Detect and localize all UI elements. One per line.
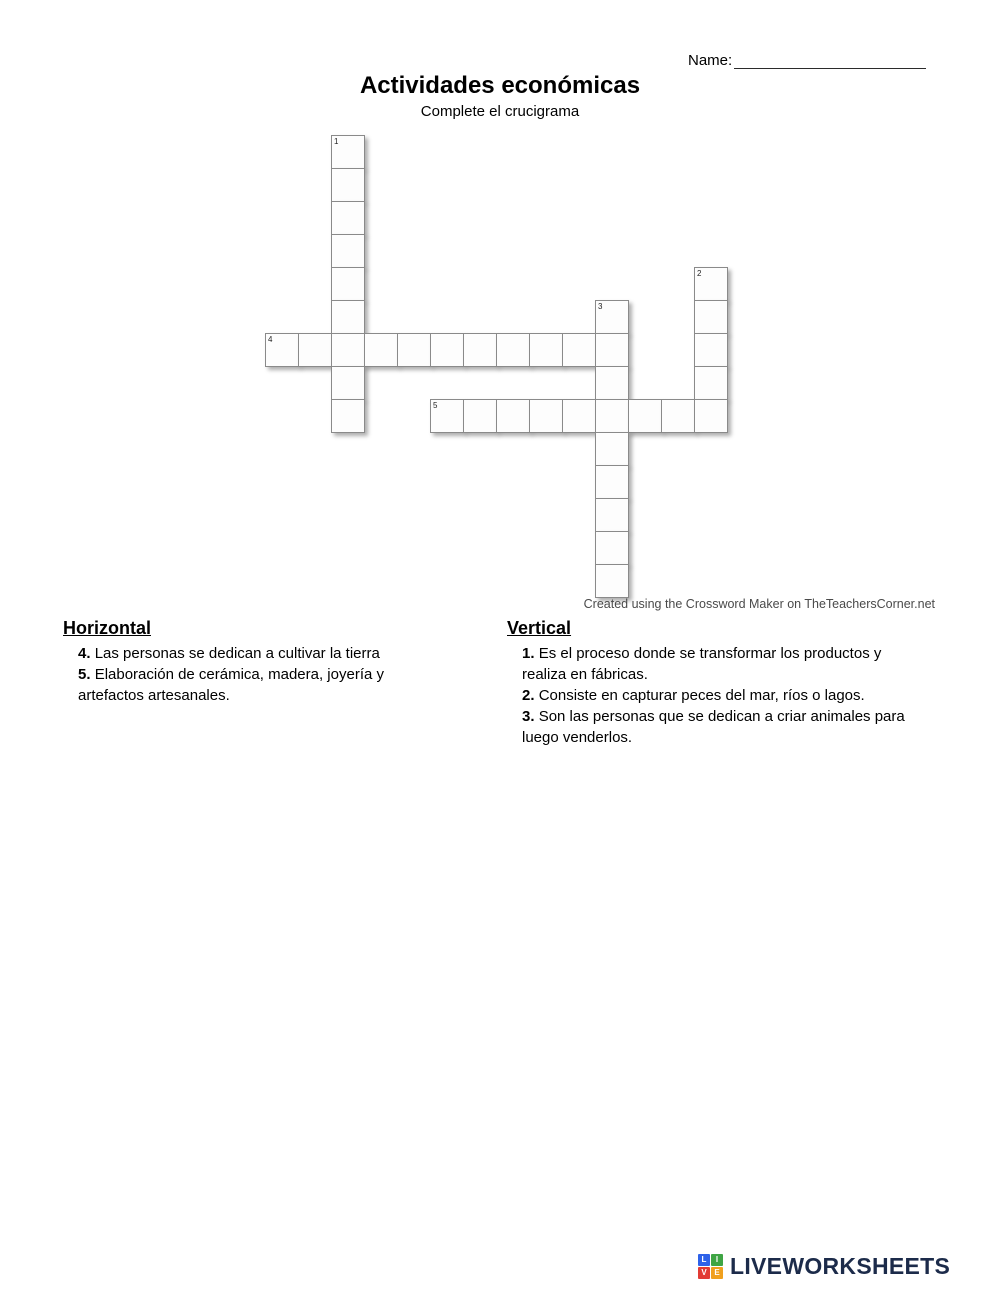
crossword-cell[interactable] xyxy=(661,399,695,433)
crossword-cell[interactable] xyxy=(430,399,464,433)
crossword-cell[interactable] xyxy=(595,366,629,400)
clue-text: Consiste en capturar peces del mar, ríos o lagos. xyxy=(538,687,865,704)
crossword-cell[interactable] xyxy=(331,366,365,400)
crossword-cell[interactable] xyxy=(397,333,431,367)
crossword-cell[interactable] xyxy=(463,399,497,433)
clue-text: Es el proceso donde se transformar los productos y realiza en fábricas. xyxy=(522,645,882,683)
liveworksheets-logo-text: LIVEWORKSHEETS xyxy=(730,1253,951,1279)
crossword-cell[interactable] xyxy=(364,333,398,367)
crossword-cell[interactable] xyxy=(463,333,497,367)
attribution-text: Created using the Crossword Maker on TheTeachersCorner.net xyxy=(583,597,935,611)
crossword-cell[interactable] xyxy=(331,168,365,202)
crossword-cell[interactable] xyxy=(529,399,563,433)
clue-vertical-3 xyxy=(522,706,907,748)
crossword-cell[interactable] xyxy=(331,201,365,235)
crossword-grid xyxy=(265,135,728,598)
crossword-cell[interactable] xyxy=(595,531,629,565)
crossword-cell[interactable] xyxy=(694,366,728,400)
crossword-number: 2 xyxy=(697,269,702,278)
crossword-cell[interactable] xyxy=(595,432,629,466)
vertical-heading: Vertical xyxy=(507,618,572,638)
crossword-cell[interactable] xyxy=(265,333,299,367)
logo-tile-i: I xyxy=(711,1254,723,1266)
crossword-cell[interactable] xyxy=(430,333,464,367)
crossword-cell[interactable] xyxy=(331,333,365,367)
crossword-number: 1 xyxy=(334,137,339,146)
logo-tile-v: V xyxy=(698,1267,710,1279)
crossword-cell[interactable] xyxy=(331,267,365,301)
clue-text: Elaboración de cerámica, madera, joyería y artefactos artesanales. xyxy=(78,666,384,704)
clue-horizontal-5 xyxy=(78,664,438,706)
crossword-cell[interactable] xyxy=(595,465,629,499)
crossword-cell[interactable] xyxy=(595,333,629,367)
crossword-cell[interactable] xyxy=(595,399,629,433)
clue-vertical-1 xyxy=(522,643,907,685)
logo-tile-l: L xyxy=(698,1254,710,1266)
crossword-cell[interactable] xyxy=(595,498,629,532)
crossword-number: 3 xyxy=(598,302,603,311)
clue-horizontal-4 xyxy=(78,643,438,664)
crossword-cell[interactable] xyxy=(298,333,332,367)
crossword-number: 4 xyxy=(268,335,273,344)
horizontal-clues xyxy=(63,618,438,706)
clue-vertical-2 xyxy=(522,685,907,706)
clue-number: 1. xyxy=(522,645,535,662)
crossword-cell[interactable] xyxy=(595,564,629,598)
clue-number: 3. xyxy=(522,708,535,725)
crossword-cell[interactable] xyxy=(694,333,728,367)
page-title: Actividades económicas xyxy=(359,72,641,99)
clue-number: 4. xyxy=(78,645,91,662)
liveworksheets-logo[interactable] xyxy=(698,1253,950,1280)
clue-text: Las personas se dedican a cultivar la tierra xyxy=(94,645,380,662)
crossword-number: 5 xyxy=(433,401,438,410)
liveworksheets-logo-icon xyxy=(698,1254,723,1279)
horizontal-heading: Horizontal xyxy=(63,618,151,638)
crossword-cell[interactable] xyxy=(529,333,563,367)
crossword-cell[interactable] xyxy=(331,135,365,169)
crossword-cell[interactable] xyxy=(694,300,728,334)
clue-number: 2. xyxy=(522,687,535,704)
crossword-cell[interactable] xyxy=(562,333,596,367)
crossword-cell[interactable] xyxy=(331,234,365,268)
crossword-cell[interactable] xyxy=(694,267,728,301)
name-underline[interactable] xyxy=(734,52,926,69)
vertical-clues xyxy=(507,618,907,748)
crossword-cell[interactable] xyxy=(694,399,728,433)
crossword-cell[interactable] xyxy=(496,333,530,367)
clue-text: Son las personas que se dedican a criar animales para luego venderlos. xyxy=(522,708,905,746)
clue-number: 5. xyxy=(78,666,91,683)
crossword-cell[interactable] xyxy=(331,300,365,334)
crossword-cell[interactable] xyxy=(628,399,662,433)
crossword-cell[interactable] xyxy=(496,399,530,433)
name-label: Name: xyxy=(688,52,733,69)
page-subtitle: Complete el crucigrama xyxy=(420,103,580,120)
name-field xyxy=(688,52,926,69)
crossword-cell[interactable] xyxy=(331,399,365,433)
crossword-cell[interactable] xyxy=(562,399,596,433)
crossword-cell[interactable] xyxy=(595,300,629,334)
logo-tile-e: E xyxy=(711,1267,723,1279)
